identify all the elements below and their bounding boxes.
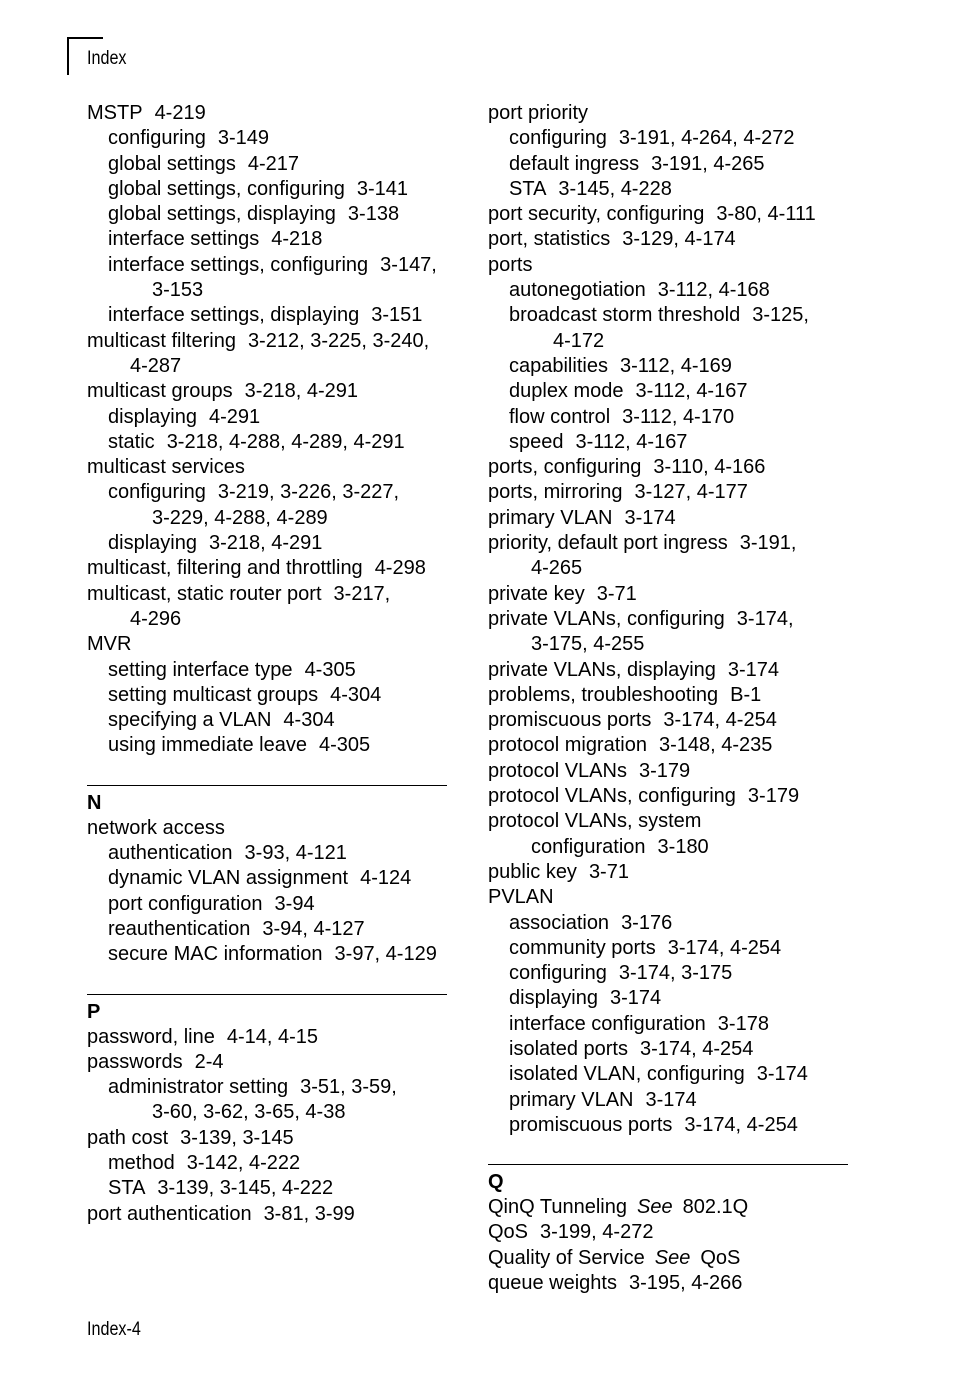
index-continuation: configuration 3-180 — [531, 835, 709, 858]
index-continuation: 4-172 — [553, 329, 605, 352]
index-subentry: capabilities 3-112, 4-169 — [509, 354, 732, 377]
index-entry: protocol VLANs, configuring 3-179 — [488, 785, 800, 808]
index-entry: password, line 4-14, 4-15 — [87, 1025, 319, 1048]
index-entry: ports, mirroring 3-127, 4-177 — [488, 481, 748, 504]
index-subentry: authentication 3-93, 4-121 — [108, 842, 347, 865]
index-subentry: duplex mode 3-112, 4-167 — [509, 380, 748, 403]
corner-mark-horizontal — [67, 37, 103, 39]
index-entry: multicast, static router port 3-217, — [87, 582, 391, 605]
index-subentry: specifying a VLAN 4-304 — [108, 709, 335, 732]
index-continuation: 3-153 — [152, 279, 204, 302]
index-entry: public key 3-71 — [488, 860, 629, 883]
index-entry: private VLANs, displaying 3-174 — [488, 658, 780, 681]
index-column-right — [488, 101, 848, 1296]
section-letter-n: N — [87, 791, 102, 814]
index-subentry: setting multicast groups 4-304 — [108, 683, 382, 706]
index-entry: port priority — [488, 102, 589, 124]
index-subentry: port configuration 3-94 — [108, 892, 315, 915]
index-subentry: configuring 3-191, 4-264, 4-272 — [509, 127, 795, 150]
index-entry: primary VLAN 3-174 — [488, 506, 676, 529]
section-divider — [488, 1164, 848, 1165]
index-subentry: speed 3-112, 4-167 — [509, 430, 688, 453]
index-subentry: primary VLAN 3-174 — [509, 1088, 697, 1111]
index-entry: port, statistics 3-129, 4-174 — [488, 228, 736, 251]
index-subentry: interface configuration 3-178 — [509, 1012, 769, 1035]
index-entry: promiscuous ports 3-174, 4-254 — [488, 709, 777, 732]
index-subentry: displaying 4-291 — [108, 405, 261, 428]
section-divider — [87, 785, 447, 786]
index-subentry: method 3-142, 4-222 — [108, 1151, 301, 1174]
index-subentry: STA 3-145, 4-228 — [509, 177, 672, 200]
index-continuation: 3-175, 4-255 — [531, 633, 645, 656]
index-continuation: 4-287 — [130, 354, 182, 377]
index-entry: ports — [488, 253, 533, 276]
index-subentry: interface settings, displaying 3-151 — [108, 304, 423, 327]
index-subentry: interface settings 4-218 — [108, 228, 323, 251]
index-entry: passwords 2-4 — [87, 1050, 224, 1073]
index-subentry: flow control 3-112, 4-170 — [509, 405, 735, 428]
section-letter-q: Q — [488, 1171, 504, 1194]
page-number: Index-4 — [87, 1319, 141, 1340]
index-subentry: interface settings, configuring 3-147, — [108, 253, 437, 276]
index-subentry: configuring 3-219, 3-226, 3-227, — [108, 481, 400, 504]
index-entry: private key 3-71 — [488, 582, 637, 605]
index-subentry: secure MAC information 3-97, 4-129 — [108, 943, 437, 966]
index-entry: network access — [87, 816, 225, 839]
index-entry: protocol VLANs 3-179 — [488, 759, 691, 782]
index-entry: protocol VLANs, system — [488, 810, 702, 833]
index-subentry: configuring 3-174, 3-175 — [509, 962, 733, 985]
index-continuation: 4-265 — [531, 557, 583, 580]
index-entry: port security, configuring 3-80, 4-111 — [488, 203, 816, 226]
index-entry: PVLAN — [488, 886, 554, 909]
index-subentry: promiscuous ports 3-174, 4-254 — [509, 1113, 798, 1136]
index-subentry: static 3-218, 4-288, 4-289, 4-291 — [108, 430, 405, 453]
index-entry: QoS 3-199, 4-272 — [488, 1221, 654, 1244]
index-continuation: 3-60, 3-62, 3-65, 4-38 — [152, 1101, 346, 1124]
index-subentry: association 3-176 — [509, 911, 673, 934]
index-subentry: STA 3-139, 3-145, 4-222 — [108, 1177, 334, 1200]
index-subentry: setting interface type 4-305 — [108, 658, 356, 681]
index-entry: priority, default port ingress 3-191, — [488, 532, 797, 555]
section-letter-p: P — [87, 1000, 101, 1023]
index-entry: multicast, filtering and throttling 4-298 — [87, 557, 426, 580]
index-entry: path cost 3-139, 3-145 — [87, 1126, 294, 1149]
index-subentry: reauthentication 3-94, 4-127 — [108, 917, 365, 940]
index-entry: Quality of Service See QoS — [488, 1246, 741, 1269]
section-divider — [87, 994, 447, 995]
index-entry: problems, troubleshooting B-1 — [488, 683, 762, 706]
index-subentry: global settings, configuring 3-141 — [108, 177, 408, 200]
index-continuation: 4-296 — [130, 607, 182, 630]
running-header: Index — [87, 48, 127, 69]
index-entry: protocol migration 3-148, 4-235 — [488, 734, 773, 757]
index-entry: MSTP 4-219 — [87, 102, 206, 124]
index-entry: multicast groups 3-218, 4-291 — [87, 380, 359, 403]
index-subentry: administrator setting 3-51, 3-59, — [108, 1076, 397, 1099]
index-entry: port authentication 3-81, 3-99 — [87, 1202, 355, 1225]
index-subentry: using immediate leave 4-305 — [108, 734, 371, 757]
index-entry: MVR — [87, 633, 132, 656]
index-entry: private VLANs, configuring 3-174, — [488, 607, 794, 630]
index-entry: multicast services — [87, 456, 245, 479]
index-subentry: default ingress 3-191, 4-265 — [509, 152, 765, 175]
index-entry: ports, configuring 3-110, 4-166 — [488, 456, 766, 479]
index-subentry: autonegotiation 3-112, 4-168 — [509, 279, 770, 302]
index-subentry: displaying 3-218, 4-291 — [108, 532, 323, 555]
index-subentry: configuring 3-149 — [108, 127, 269, 150]
index-continuation: 3-229, 4-288, 4-289 — [152, 506, 328, 529]
index-subentry: isolated VLAN, configuring 3-174 — [509, 1063, 808, 1086]
index-column-left — [87, 101, 447, 1227]
index-subentry: displaying 3-174 — [509, 987, 662, 1010]
index-subentry: community ports 3-174, 4-254 — [509, 936, 782, 959]
index-subentry: global settings, displaying 3-138 — [108, 203, 400, 226]
index-entry: multicast filtering 3-212, 3-225, 3-240, — [87, 329, 430, 352]
index-entry: QinQ Tunneling See 802.1Q — [488, 1196, 749, 1219]
index-entry: queue weights 3-195, 4-266 — [488, 1272, 743, 1295]
corner-mark-vertical — [67, 37, 69, 75]
index-subentry: global settings 4-217 — [108, 152, 300, 175]
index-subentry: broadcast storm threshold 3-125, — [509, 304, 809, 327]
index-subentry: dynamic VLAN assignment 4-124 — [108, 867, 412, 890]
index-subentry: isolated ports 3-174, 4-254 — [509, 1037, 754, 1060]
